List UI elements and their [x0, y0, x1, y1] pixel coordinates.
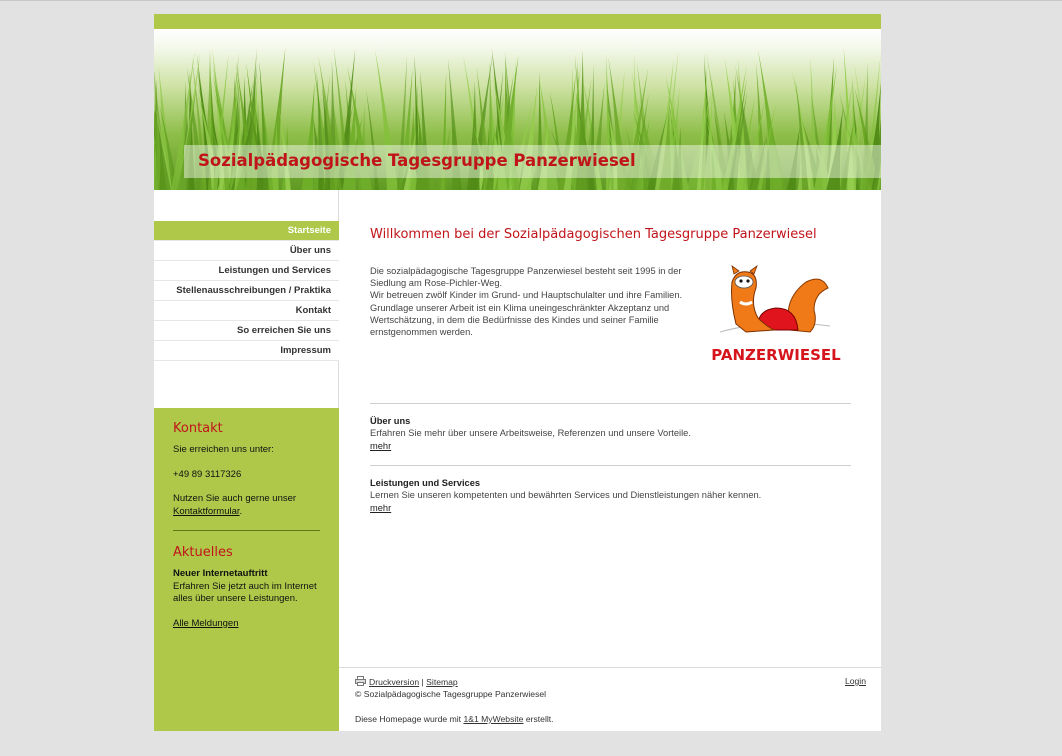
main-navigation	[154, 221, 339, 361]
contact-intro: Sie erreichen uns unter:	[173, 444, 274, 455]
nav-item-stellenausschreibungen[interactable]: Stellenausschreibungen / Praktika	[154, 281, 339, 301]
sidebar-info-box	[154, 408, 339, 731]
credit-text	[355, 714, 554, 724]
teaser-ueber-uns	[370, 415, 851, 452]
intro-text	[370, 265, 690, 338]
contact-heading: Kontakt	[173, 421, 223, 436]
login-link[interactable]: Login	[844, 676, 866, 686]
window-top-border	[0, 0, 1062, 1]
panzerwiesel-logo	[710, 260, 842, 368]
intro-paragraph-3: Grundlage unserer Arbeit ist ein Klima uneingeschränkter Akzeptanz und Wertschätzung, in dem die Bedürfnisse des Kindes und seiner Familie ernstgenommen werden.	[370, 302, 670, 338]
site-title[interactable]: Sozialpädagogische Tagesgruppe Panzerwiesel	[198, 151, 636, 170]
nav-item-leistungen[interactable]: Leistungen und Services	[154, 261, 339, 281]
content-divider-2	[370, 465, 851, 466]
mywebsite-link[interactable]: 1&1 MyWebsite	[463, 714, 524, 724]
teaser-title: Über uns	[370, 416, 411, 426]
news-heading: Aktuelles	[173, 545, 233, 560]
contact-form-suffix: .	[239, 505, 243, 517]
printer-icon[interactable]	[355, 676, 366, 686]
teaser-more-link[interactable]: mehr	[370, 440, 392, 451]
contact-phone: +49 89 3117326	[173, 468, 242, 480]
title-band	[184, 145, 881, 178]
logo-wordmark: PANZERWIESEL	[711, 346, 841, 364]
nav-item-ueber-uns[interactable]: Über uns	[154, 241, 339, 261]
teaser-text: Erfahren Sie mehr über unsere Arbeitsweise, Referenzen und unsere Vorteile.	[370, 428, 691, 439]
teaser-text: Lernen Sie unseren kompetenten und bewährten Services und Dienstleistungen näher kennen.	[370, 490, 762, 501]
header-banner	[154, 29, 881, 190]
sidebar	[154, 190, 339, 731]
footer-separator: |	[421, 677, 424, 687]
nav-item-anfahrt[interactable]: So erreichen Sie uns	[154, 321, 339, 341]
teaser-title: Leistungen und Services	[370, 478, 481, 488]
intro-paragraph-2: Wir betreuen zwölf Kinder im Grund- und Hauptschulalter und ihre Familien.	[370, 290, 683, 301]
content-divider-1	[370, 403, 851, 404]
contact-form-link[interactable]: Kontaktformular	[173, 505, 240, 517]
footer-links	[355, 676, 458, 687]
top-accent-bar	[154, 14, 881, 29]
nav-item-startseite[interactable]: Startseite	[154, 221, 339, 241]
news-item-title: Neuer Internetauftritt	[173, 568, 268, 579]
credit-prefix: Diese Homepage wurde mit	[355, 714, 462, 724]
nav-item-impressum[interactable]: Impressum	[154, 341, 339, 361]
nav-item-kontakt[interactable]: Kontakt	[154, 301, 339, 321]
all-news-link[interactable]: Alle Meldungen	[173, 617, 239, 629]
page-title: Willkommen bei der Sozialpädagogischen Tagesgruppe Panzerwiesel	[370, 227, 817, 242]
teaser-more-link[interactable]: mehr	[370, 502, 392, 513]
copyright-text: © Sozialpädagogische Tagesgruppe Panzerwiesel	[355, 689, 547, 699]
footer	[339, 667, 881, 731]
contact-form-prefix: Nutzen Sie auch gerne unser	[173, 493, 297, 504]
sitemap-link[interactable]: Sitemap	[426, 677, 458, 687]
intro-paragraph-1: Die sozialpädagogische Tagesgruppe Panzerwiesel besteht seit 1995 in der Siedlung am Rose-Pichler-Weg.	[370, 266, 682, 289]
page-container	[154, 14, 881, 731]
teaser-leistungen	[370, 477, 851, 514]
news-item-text: Erfahren Sie jetzt auch im Internet alles über unsere Leistungen.	[173, 580, 317, 604]
print-version-link[interactable]: Druckversion	[369, 677, 420, 687]
sidebar-divider	[173, 530, 320, 531]
contact-form-text	[173, 493, 320, 518]
credit-suffix: erstellt.	[525, 714, 554, 724]
